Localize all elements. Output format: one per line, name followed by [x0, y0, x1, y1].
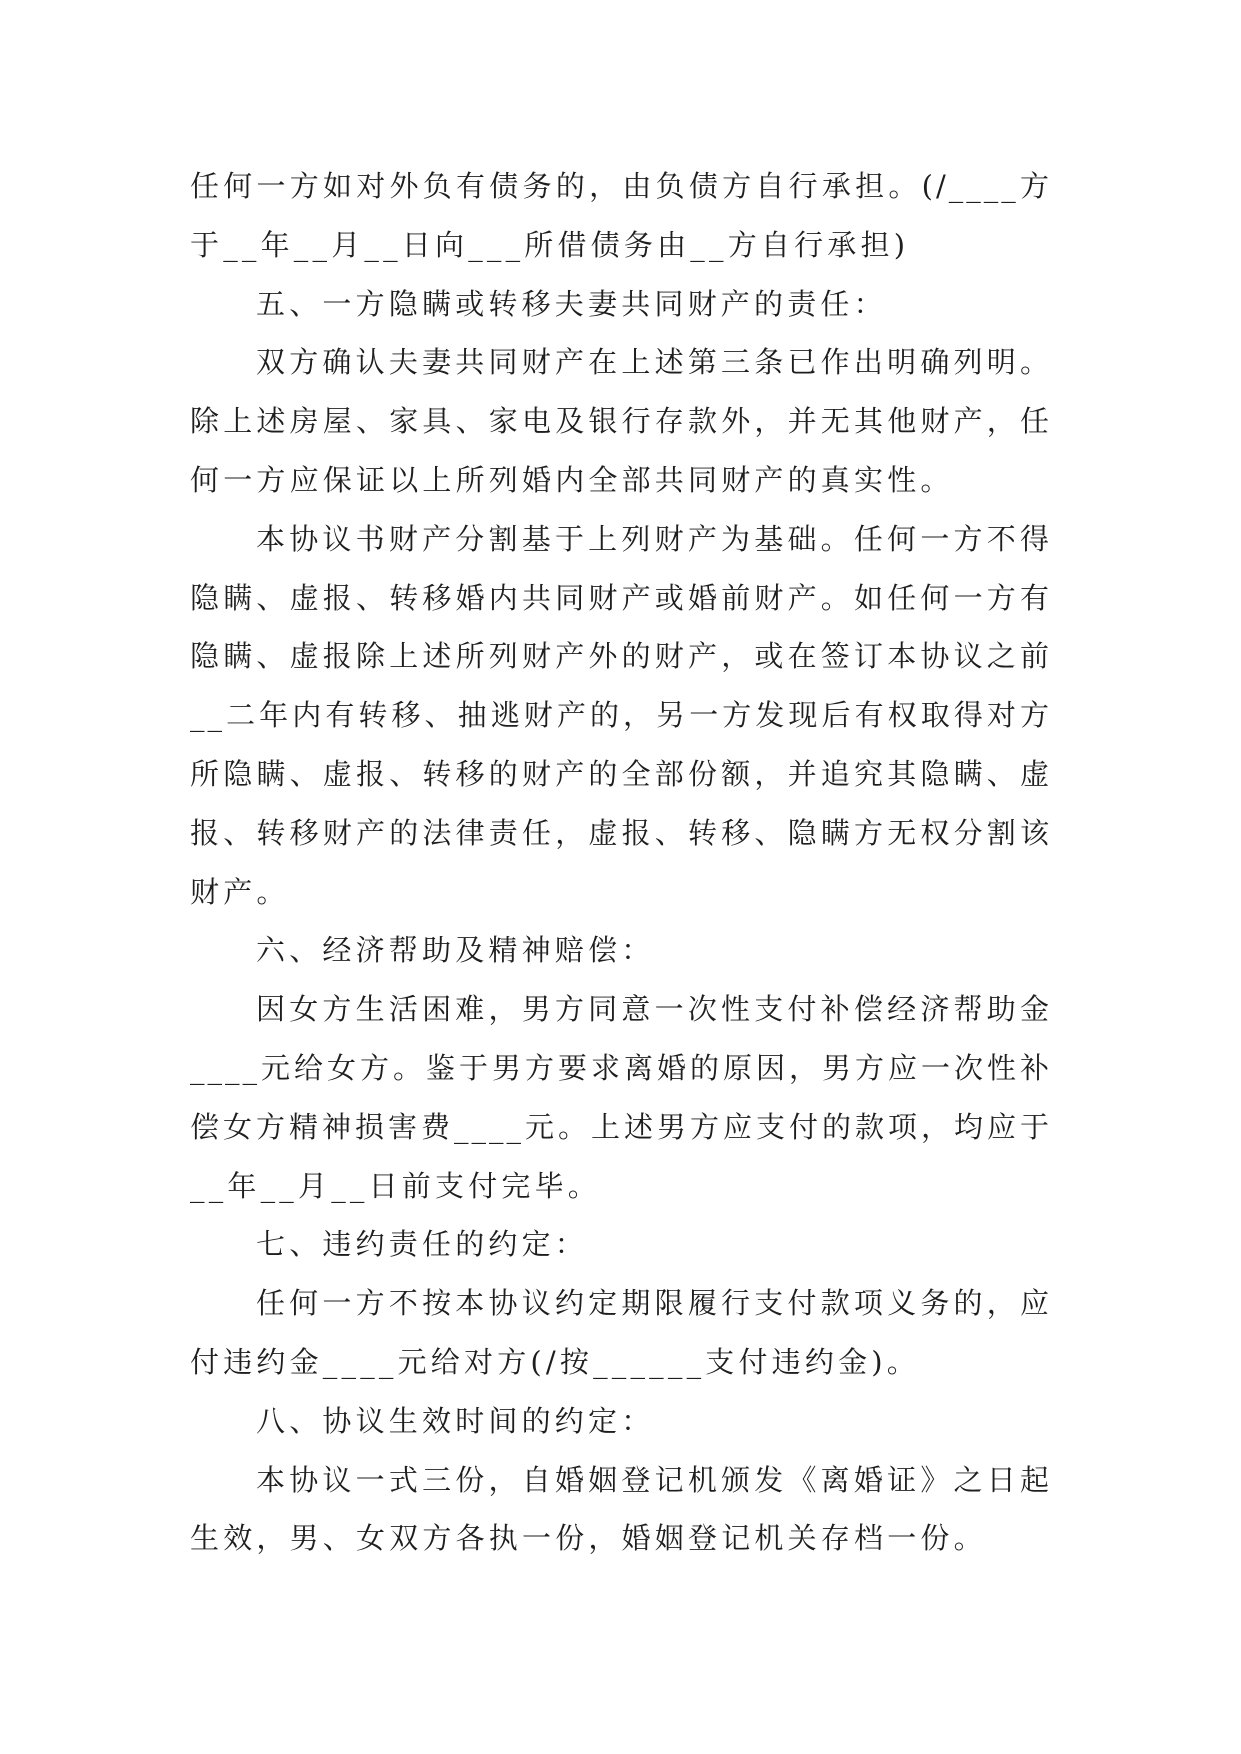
text-line: __二年内有转移、抽逃财产的，另一方发现后有权取得对方 — [190, 698, 1052, 733]
text-line: 隐瞒、虚报除上述所列财产外的财产，或在签订本协议之前 — [190, 639, 1052, 674]
section-heading: 七、违约责任的约定： — [256, 1227, 589, 1262]
section-heading: 六、经济帮助及精神赔偿： — [256, 933, 655, 968]
text-line: 双方确认夫妻共同财产在上述第三条已作出明确列明。 — [256, 345, 1052, 380]
document-body — [190, 157, 1052, 1568]
text-line: 报、转移财产的法律责任，虚报、转移、隐瞒方无权分割该 — [190, 815, 1052, 850]
text-line: 所隐瞒、虚报、转移的财产的全部份额，并追究其隐瞒、虚 — [190, 756, 1052, 791]
text-line: 因女方生活困难，男方同意一次性支付补偿经济帮助金 — [256, 992, 1052, 1027]
text-line: 本协议书财产分割基于上列财产为基础。任何一方不得 — [256, 521, 1052, 556]
text-line: 隐瞒、虚报、转移婚内共同财产或婚前财产。如任何一方有 — [190, 580, 1052, 615]
text-line: 何一方应保证以上所列婚内全部共同财产的真实性。 — [190, 462, 954, 497]
text-line: ____元给女方。鉴于男方要求离婚的原因，男方应一次性补 — [190, 1050, 1052, 1085]
text-line: 于__年__月__日向___所借债务由__方自行承担) — [190, 227, 910, 262]
text-line: 除上述房屋、家具、家电及银行存款外，并无其他财产，任 — [190, 404, 1052, 439]
section-heading: 八、协议生效时间的约定： — [256, 1403, 655, 1438]
text-line: 付违约金____元给对方(/按______支付违约金)。 — [190, 1344, 920, 1379]
text-line: 财产。 — [190, 874, 290, 909]
text-line: 任何一方不按本协议约定期限履行支付款项义务的，应 — [256, 1286, 1052, 1321]
text-line: 偿女方精神损害费____元。上述男方应支付的款项，均应于 — [190, 1109, 1052, 1144]
text-line: 任何一方如对外负有债务的，由负债方自行承担。(/____方 — [190, 169, 1052, 203]
text-line: 生效，男、女双方各执一份，婚姻登记机关存档一份。 — [190, 1521, 987, 1556]
text-line: __年__月__日前支付完毕。 — [190, 1168, 602, 1203]
section-heading: 五、一方隐瞒或转移夫妻共同财产的责任： — [256, 286, 887, 321]
text-line: 本协议一式三份，自婚姻登记机颁发《离婚证》之日起 — [256, 1462, 1052, 1497]
